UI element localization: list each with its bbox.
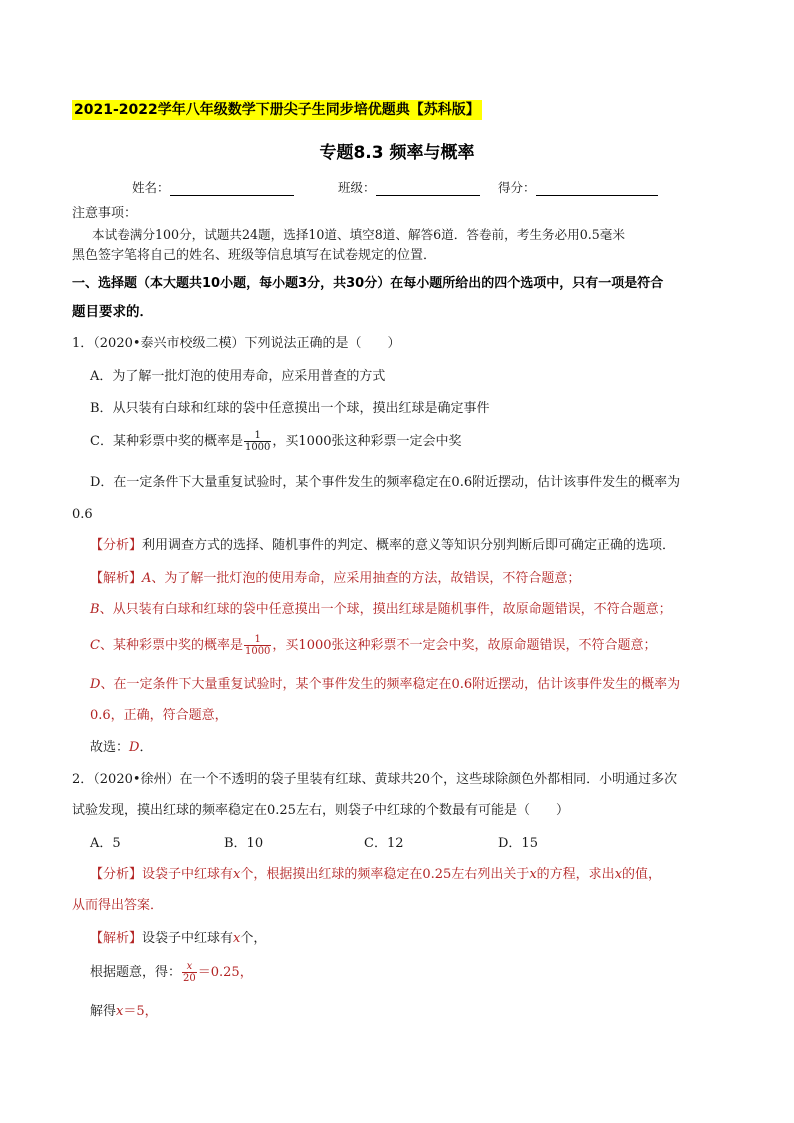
score-field[interactable] bbox=[498, 178, 658, 196]
q1-option-d-line-2: 0.6 bbox=[72, 507, 93, 522]
score-label: 得分： bbox=[498, 180, 536, 195]
class-blank[interactable] bbox=[376, 182, 480, 196]
q1-solution-d-line-2: 0.6，正确，符合题意， bbox=[90, 708, 228, 723]
section-heading-line-2: 题目要求的． bbox=[72, 304, 153, 320]
q1-solution-d-line-1: D、在一定条件下大量重复试验时，某个事件发生的频率稳定在0.6附近摆动，估计该事件发生的概率为 bbox=[90, 677, 681, 692]
q1-solution-fraction: $\frac{1}{1000}$ bbox=[244, 634, 271, 657]
analysis-tag: 【分析】 bbox=[90, 538, 143, 553]
q2-option-b: B．10 bbox=[224, 836, 264, 851]
q2-stem-line-1: 2．（2020•徐州）在一个不透明的袋子里装有红球、黄球共20个，这些球除颜色外都相同．小明通过多次 bbox=[72, 772, 678, 787]
q2-analysis-line-1: 【分析】设袋子中红球有x个，根据摸出红球的频率稳定在0.25左右列出关于x的方程，求出x的值， bbox=[90, 867, 662, 882]
q1-stem: 1．（2020•泰兴市校级二模）下列说法正确的是（ ） bbox=[72, 336, 401, 351]
q1-option-b: B．从只装有白球和红球的袋中任意摸出一个球，摸出红球是确定事件 bbox=[90, 401, 490, 416]
class-field[interactable] bbox=[338, 178, 480, 196]
q1-option-a: A．为了解一批灯泡的使用寿命，应采用普查的方式 bbox=[90, 369, 386, 384]
solution-tag: 【解析】 bbox=[90, 571, 143, 586]
q2-analysis-line-2: 从而得出答案． bbox=[72, 898, 164, 913]
q2-solve: 解得x＝5， bbox=[90, 1004, 158, 1019]
q1-probability-fraction: $\frac{1}{1000}$ bbox=[244, 430, 271, 453]
page-title: 专题8.3 频率与概率 bbox=[319, 143, 475, 163]
q1-solution-c: C、某种彩票中奖的概率是 $\frac{1}{1000}$ ，买1000张这种彩票不一定会中奖，故原命题错误，不符合题意； bbox=[90, 634, 657, 657]
name-field[interactable] bbox=[132, 178, 294, 196]
score-blank[interactable] bbox=[536, 182, 658, 196]
analysis-tag: 【分析】 bbox=[90, 867, 143, 882]
q2-solution: 【解析】设袋子中红球有x个， bbox=[90, 931, 267, 946]
q1-solution-a: 【解析】A、为了解一批灯泡的使用寿命，应采用抽查的方法，故错误，不符合题意； bbox=[90, 571, 581, 586]
q2-option-c: C．12 bbox=[364, 836, 404, 851]
q1-analysis: 【分析】利用调查方式的选择、随机事件的判定、概率的意义等知识分别判断后即可确定正确的选项． bbox=[90, 538, 676, 553]
q1-choice: 故选：D． bbox=[90, 740, 153, 755]
notes-line-2: 黑色签字笔将自己的姓名、班级等信息填写在试卷规定的位置． bbox=[72, 248, 437, 263]
notes-heading: 注意事项： bbox=[72, 206, 138, 221]
q2-option-d: D．15 bbox=[498, 836, 538, 851]
solution-tag: 【解析】 bbox=[90, 931, 143, 946]
name-label: 姓名： bbox=[132, 180, 170, 195]
q1-option-d-line-1: D．在一定条件下大量重复试验时，某个事件发生的频率稳定在0.6附近摆动，估计该事件发生的概率为 bbox=[90, 475, 681, 490]
q1-option-c: C．某种彩票中奖的概率是 $\frac{1}{1000}$ ，买1000张这种彩票一定会中奖 bbox=[90, 430, 462, 453]
q2-equation: 根据题意，得： $\frac{x}{20}$ ＝0.25， bbox=[90, 961, 253, 984]
q2-option-a: A．5 bbox=[90, 836, 121, 851]
series-banner: 2021-2022学年八年级数学下册尖子生同步培优题典【苏科版】 bbox=[74, 102, 480, 118]
q2-equation-fraction: $\frac{x}{20}$ bbox=[183, 961, 196, 984]
q1-solution-b: B、从只装有白球和红球的袋中任意摸出一个球，摸出红球是随机事件，故原命题错误，不符合题意； bbox=[90, 602, 672, 617]
name-blank[interactable] bbox=[170, 182, 294, 196]
section-heading-line-1: 一、选择题（本大题共10小题，每小题3分，共30分）在每小题所给出的四个选项中，只有一项是符合 bbox=[72, 276, 664, 291]
notes-line-1: 本试卷满分100分，试题共24题，选择10道、填空8道、解答6道．答卷前，考生务必用0.5毫米 bbox=[92, 227, 625, 242]
class-label: 班级： bbox=[338, 180, 376, 195]
q2-stem-line-2: 试验发现，摸出红球的频率稳定在0.25左右，则袋子中红球的个数最有可能是（ ） bbox=[72, 803, 569, 818]
